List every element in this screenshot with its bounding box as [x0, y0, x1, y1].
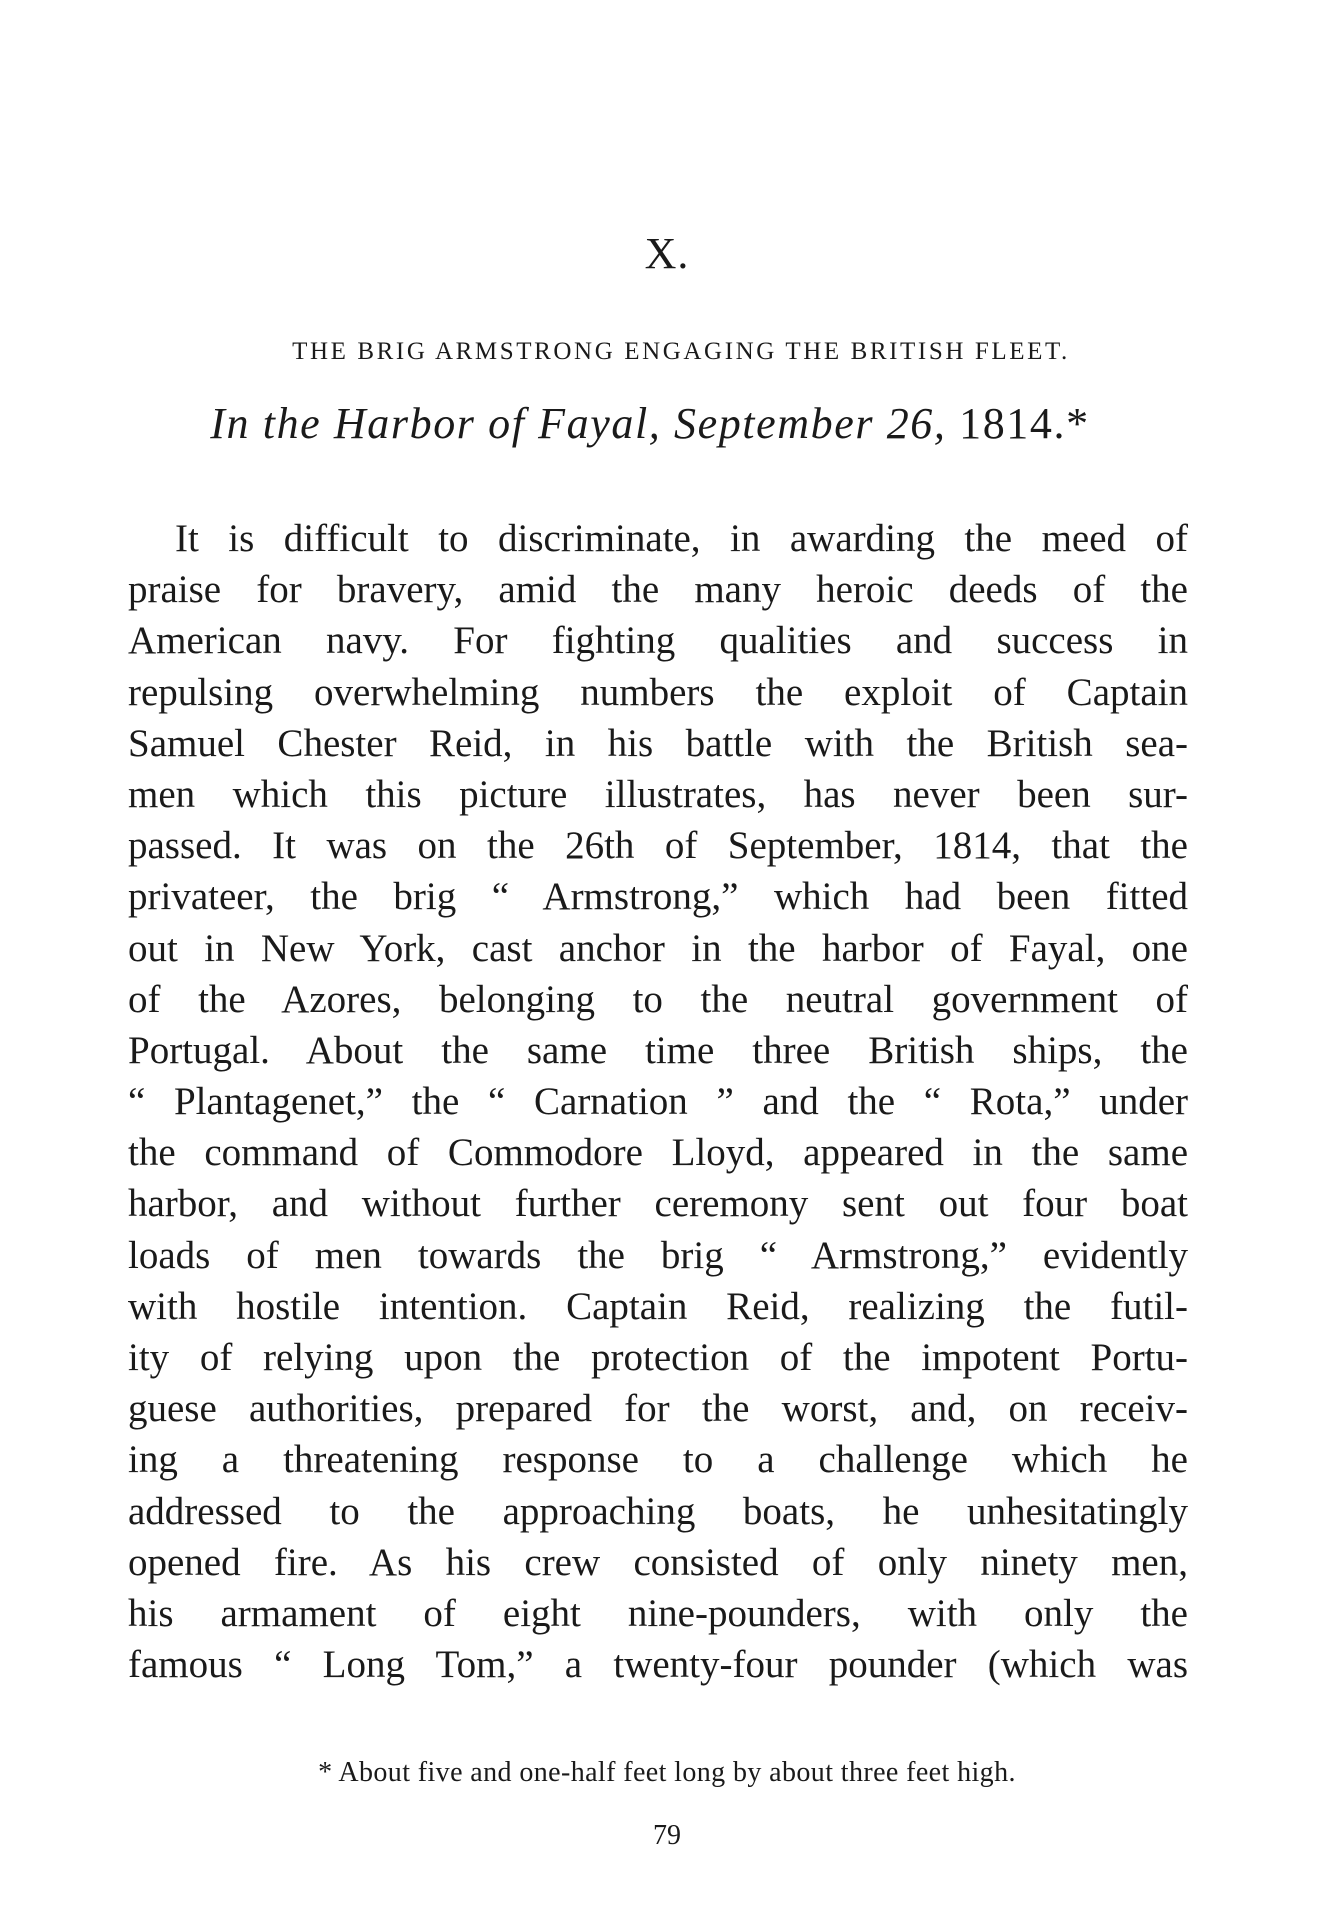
- text-line: “ Plantagenet,” the “ Carnation ” and the “ Rota,” under: [128, 1080, 1188, 1124]
- text-line: with hostile intention. Captain Reid, realizing the futil-: [128, 1284, 1188, 1328]
- text-line: harbor, and without further ceremony sent out four boat: [128, 1182, 1188, 1226]
- text-line: praise for bravery, amid the many heroic deeds of the: [128, 568, 1188, 612]
- text-line: American navy. For fighting qualities and success in: [128, 619, 1188, 663]
- text-line: out in New York, cast anchor in the harbor of Fayal, one: [128, 926, 1188, 970]
- text-line: of the Azores, belonging to the neutral government of: [128, 977, 1188, 1021]
- text-line: It is difficult to discriminate, in awarding the meed of: [175, 517, 1188, 560]
- text-line: Portugal. About the same time three British ships, the: [128, 1028, 1188, 1072]
- chapter-number: X.: [644, 229, 690, 278]
- text-line: ing a threatening response to a challenge which he: [128, 1438, 1188, 1482]
- text-line: loads of men towards the brig “ Armstrong,” evidently: [128, 1233, 1188, 1277]
- text-line: the command of Commodore Lloyd, appeared in the same: [128, 1131, 1188, 1175]
- page-number: 79: [653, 1820, 681, 1851]
- subtitle-text: In the Harbor of Fayal, September 26,: [210, 399, 960, 448]
- text-line: addressed to the approaching boats, he unhesitatingly: [128, 1489, 1188, 1533]
- chapter-subtitle: [170, 398, 1130, 449]
- body-paragraph: [128, 513, 1188, 1690]
- text-line: Samuel Chester Reid, in his battle with the British sea-: [128, 721, 1188, 765]
- chapter-title: THE BRIG ARMSTRONG ENGAGING THE BRITISH FLEET.: [292, 338, 1070, 365]
- text-line: famous “ Long Tom,” a twenty-four pounder (which was: [128, 1643, 1188, 1687]
- footnote: * About five and one-half feet long by about three feet high.: [318, 1757, 1016, 1788]
- text-line: opened fire. As his crew consisted of only ninety men,: [128, 1540, 1188, 1584]
- text-line: passed. It was on the 26th of September, 1814, that the: [128, 824, 1188, 868]
- text-line: men which this picture illustrates, has never been sur-: [128, 772, 1188, 816]
- text-line: ity of relying upon the protection of the impotent Portu-: [128, 1336, 1188, 1379]
- text-line: his armament of eight nine-pounders, with only the: [128, 1591, 1188, 1635]
- text-line: privateer, the brig “ Armstrong,” which had been fitted: [128, 875, 1188, 919]
- text-line: repulsing overwhelming numbers the exploit of Captain: [128, 670, 1188, 714]
- subtitle-year: 1814.*: [959, 399, 1090, 448]
- text-line: guese authorities, prepared for the worst, and, on receiv-: [128, 1387, 1188, 1431]
